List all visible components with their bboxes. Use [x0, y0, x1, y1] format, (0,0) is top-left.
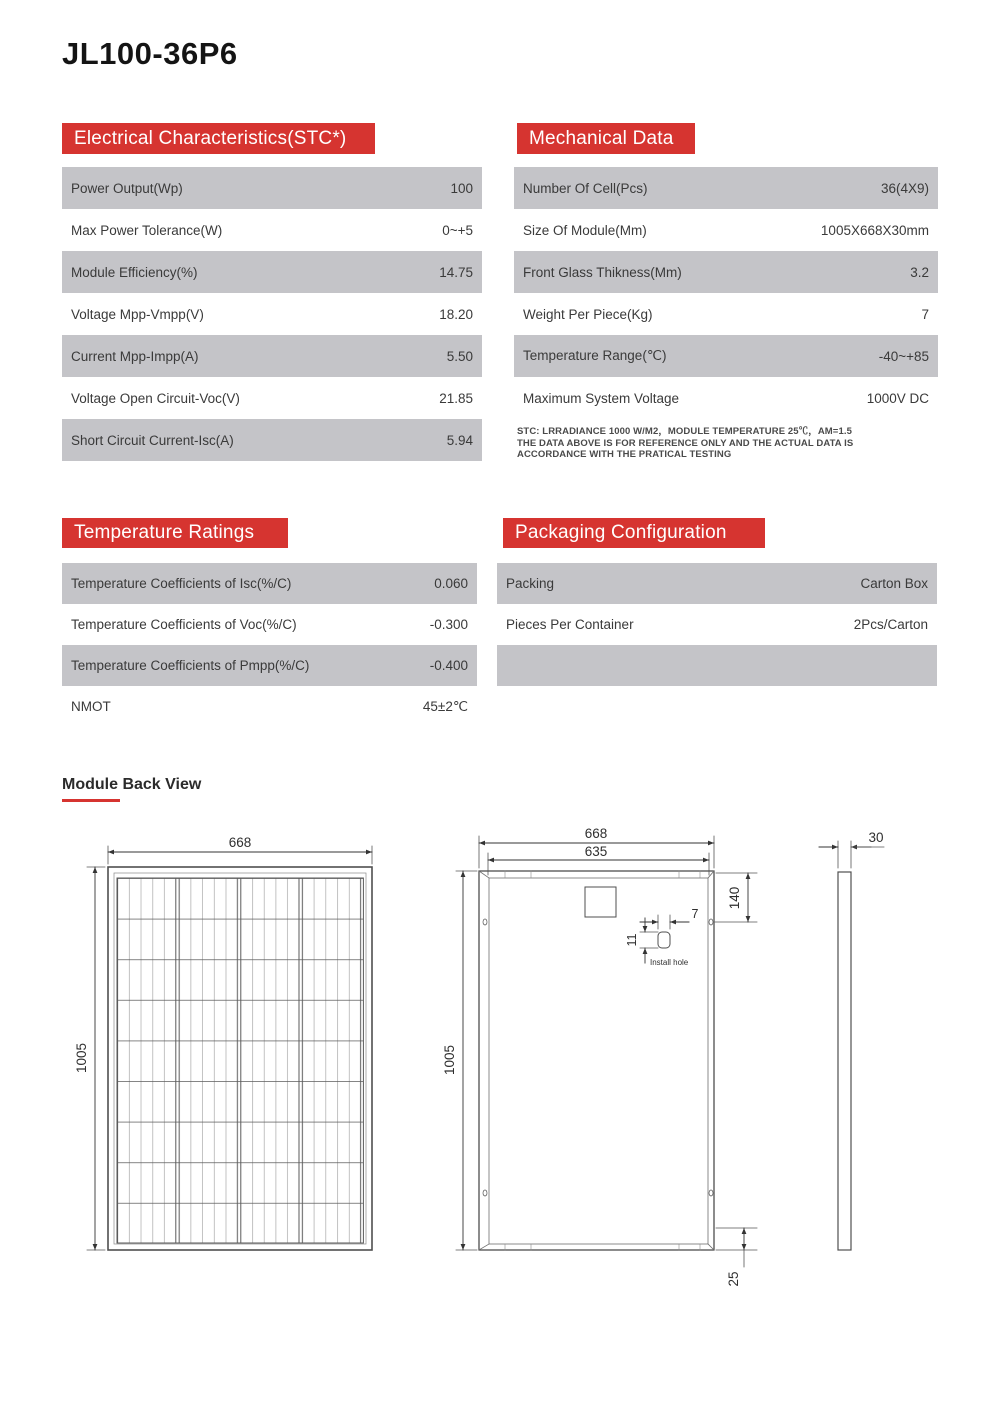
dim-hole-offset: 140 — [727, 886, 742, 910]
packaging-table — [497, 563, 937, 686]
table-row — [62, 167, 482, 209]
rail-hole — [483, 1190, 487, 1196]
table-row — [62, 419, 482, 461]
row-label: Max Power Tolerance(W) — [71, 222, 223, 238]
row-label: NMOT — [71, 699, 111, 714]
row-label: Temperature Coefficients of Voc(%/C) — [71, 617, 297, 632]
table-row — [62, 335, 482, 377]
back-view-underline — [62, 799, 120, 802]
dim-module-width: 668 — [228, 835, 252, 850]
section-header-temperature: Temperature Ratings — [62, 518, 288, 548]
row-label: Temperature Coefficients of Isc(%/C) — [71, 576, 292, 591]
row-label: Module Efficiency(%) — [71, 264, 198, 280]
table-row — [514, 377, 938, 419]
row-value: 100 — [450, 180, 473, 196]
table-row — [62, 604, 477, 645]
row-value: 18.20 — [439, 306, 473, 322]
row-value: Carton Box — [860, 576, 928, 591]
temperature-table — [62, 563, 477, 727]
row-value: 45±2℃ — [422, 698, 468, 714]
table-row — [514, 335, 938, 377]
table-row — [497, 604, 937, 645]
row-value: 1000V DC — [866, 390, 929, 406]
rail-hole — [709, 1190, 713, 1196]
row-value: -0.400 — [429, 658, 468, 673]
row-value: -40~+85 — [878, 348, 929, 364]
install-hole — [658, 932, 670, 948]
dim-frame-inner-width: 635 — [584, 844, 608, 859]
stc-note-line: STC: LRRADIANCE 1000 W/M2，MODULE TEMPERATURE 25℃，AM=1.5 — [517, 426, 852, 437]
row-value: 14.75 — [439, 264, 473, 280]
page-title: JL100-36P6 — [62, 36, 238, 71]
electrical-table — [62, 167, 482, 461]
section-header-mechanical: Mechanical Data — [517, 123, 695, 154]
stc-note-line: ACCORDANCE WITH THE PRATICAL TESTING — [517, 449, 732, 460]
table-row-empty — [497, 645, 937, 686]
row-label: Temperature Range(℃) — [523, 348, 667, 363]
section-header-packaging: Packaging Configuration — [503, 518, 765, 548]
install-hole-label: Install hole — [650, 958, 689, 967]
table-row — [497, 563, 937, 604]
row-label: Weight Per Piece(Kg) — [523, 306, 653, 322]
dim-frame-thickness: 30 — [868, 830, 884, 845]
row-label: Pieces Per Container — [506, 617, 634, 632]
rail-hole — [483, 919, 487, 925]
row-value: 36(4X9) — [880, 180, 929, 196]
row-value: 7 — [921, 306, 929, 322]
table-row — [62, 377, 482, 419]
table-row — [62, 251, 482, 293]
row-value: 5.50 — [446, 348, 473, 364]
table-row — [514, 209, 938, 251]
table-row — [62, 293, 482, 335]
row-label: Maximum System Voltage — [523, 390, 680, 406]
table-row — [62, 209, 482, 251]
dim-hole-height: 11 — [625, 933, 639, 947]
row-value: 0~+5 — [442, 222, 473, 238]
table-row — [514, 251, 938, 293]
frame-back-view — [442, 826, 757, 1287]
dim-module-height: 1005 — [74, 1042, 89, 1074]
dim-frame-height: 1005 — [442, 1044, 457, 1076]
table-row — [62, 645, 477, 686]
row-label: Power Output(Wp) — [71, 180, 183, 196]
row-label: Current Mpp-Impp(A) — [71, 348, 199, 364]
row-value: -0.300 — [429, 617, 468, 632]
side-profile-view — [819, 830, 884, 1250]
row-label: Voltage Open Circuit-Voc(V) — [71, 390, 240, 406]
row-value: 3.2 — [910, 264, 929, 280]
dim-bottom-offset: 25 — [726, 1271, 741, 1287]
row-value: 2Pcs/Carton — [853, 617, 928, 632]
row-label: Packing — [506, 576, 555, 591]
row-label: Front Glass Thikness(Mm) — [523, 264, 682, 280]
table-row — [62, 686, 477, 727]
row-label: Number Of Cell(Pcs) — [523, 180, 648, 196]
row-label: Voltage Mpp-Vmpp(V) — [71, 306, 204, 322]
stc-note-line: THE DATA ABOVE IS FOR REFERENCE ONLY AND THE ACTUAL DATA IS — [517, 437, 854, 449]
table-row — [514, 293, 938, 335]
table-row — [514, 167, 938, 209]
table-row — [62, 563, 477, 604]
row-value: 5.94 — [446, 432, 473, 448]
row-value: 0.060 — [434, 576, 468, 591]
module-back-view-drawing — [60, 820, 960, 1310]
row-label: Size Of Module(Mm) — [523, 222, 647, 238]
rail-hole — [709, 919, 713, 925]
dim-frame-outer-width: 668 — [584, 826, 608, 841]
row-label: Temperature Coefficients of Pmpp(%/C) — [71, 658, 310, 673]
back-view-title: Module Back View — [62, 776, 202, 793]
back-view-plan — [74, 835, 372, 1250]
row-value: 21.85 — [439, 390, 473, 406]
junction-box — [585, 887, 616, 917]
row-label: Short Circuit Current-Isc(A) — [71, 432, 234, 448]
stc-note — [517, 426, 917, 461]
mechanical-table — [514, 167, 938, 419]
section-header-electrical: Electrical Characteristics(STC*) — [62, 123, 375, 154]
dim-hole-width: 7 — [691, 907, 699, 921]
row-value: 1005X668X30mm — [820, 222, 929, 238]
